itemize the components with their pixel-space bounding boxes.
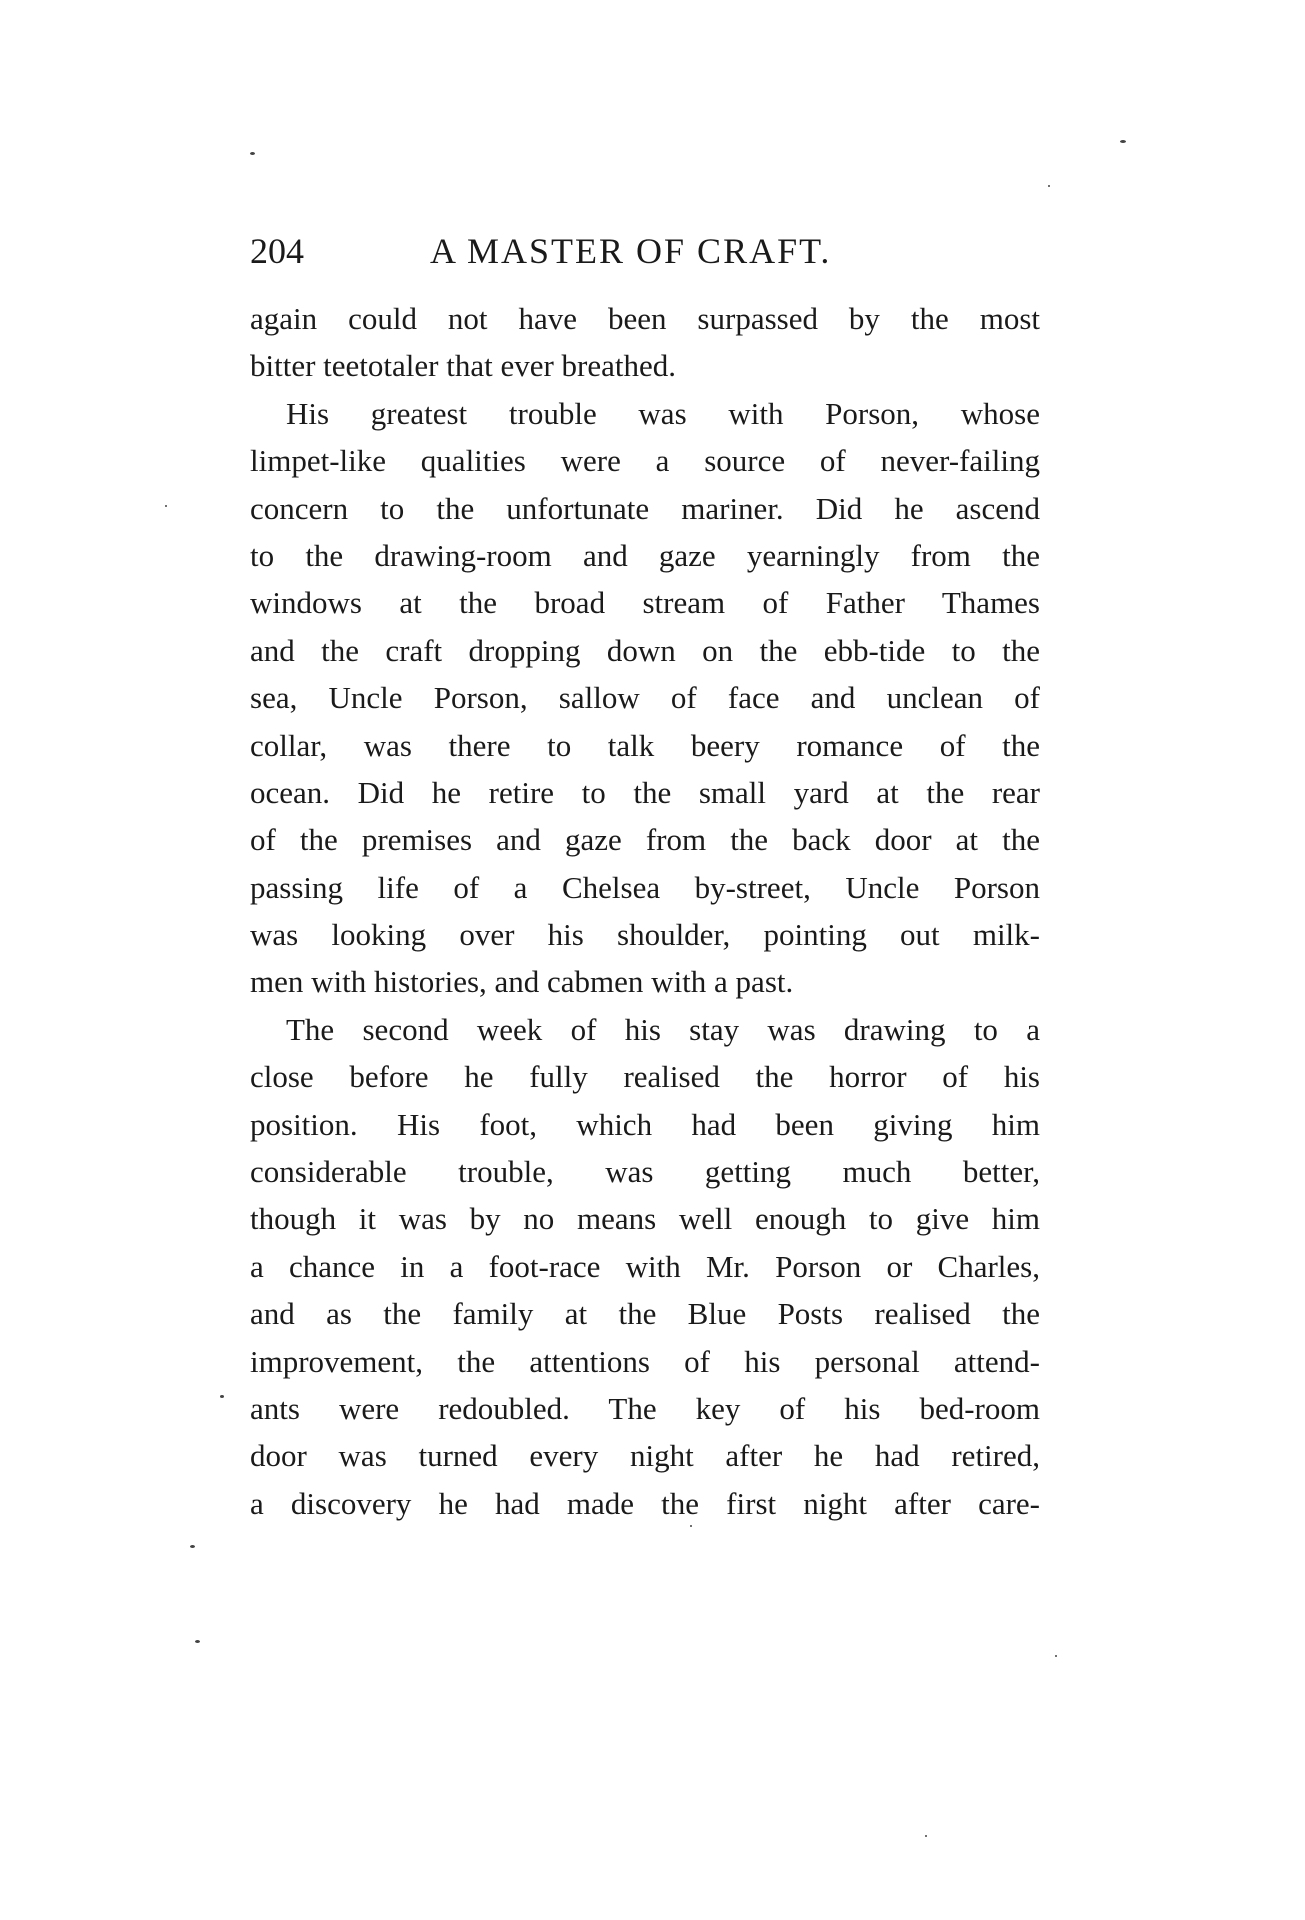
text-line: men with histories, and cabmen with a past. xyxy=(250,964,794,1000)
text-line: and as the family at the Blue Posts realised the xyxy=(250,1296,1040,1332)
running-title: A MASTER OF CRAFT. xyxy=(430,231,832,271)
running-head xyxy=(250,226,1040,276)
scan-speck xyxy=(1120,140,1126,143)
text-line: though it was by no means well enough to give him xyxy=(250,1201,1040,1237)
scan-speck xyxy=(1055,1655,1057,1657)
text-line: The second week of his stay was drawing to a xyxy=(286,1011,1040,1047)
scan-speck xyxy=(220,1395,224,1398)
text-line: position. His foot, which had been giving him xyxy=(250,1106,1040,1142)
text-line: considerable trouble, was getting much better, xyxy=(250,1154,1040,1190)
text-line: concern to the unfortunate mariner. Did he ascend xyxy=(250,490,1040,526)
text-line: windows at the broad stream of Father Thames xyxy=(250,585,1040,621)
text-line: a chance in a foot-race with Mr. Porson or Charles, xyxy=(250,1248,1040,1284)
text-line: was looking over his shoulder, pointing out milk- xyxy=(250,917,1040,953)
scan-speck xyxy=(190,1545,195,1548)
body-text xyxy=(250,295,1040,1527)
text-line: bitter teetotaler that ever breathed. xyxy=(250,348,677,384)
page-number: 204 xyxy=(250,231,304,271)
scan-speck xyxy=(690,1525,692,1527)
text-line: sea, Uncle Porson, sallow of face and unclean of xyxy=(250,680,1040,716)
text-line: door was turned every night after he had retired, xyxy=(250,1438,1040,1474)
text-line: limpet-like qualities were a source of never-failing xyxy=(250,443,1040,479)
text-line: again could not have been surpassed by the most xyxy=(250,301,1040,336)
scan-speck xyxy=(250,152,255,155)
text-line: a discovery he had made the first night after care- xyxy=(250,1485,1040,1521)
scan-speck xyxy=(195,1640,200,1643)
text-line: ants were redoubled. The key of his bed-room xyxy=(250,1390,1040,1426)
text-line: passing life of a Chelsea by-street, Uncle Porson xyxy=(250,869,1040,905)
text-line: improvement, the attentions of his personal attend- xyxy=(250,1343,1040,1379)
text-line: and the craft dropping down on the ebb-tide to the xyxy=(250,632,1040,668)
scan-speck xyxy=(1048,185,1050,187)
text-line: collar, was there to talk beery romance of the xyxy=(250,727,1040,763)
text-line: His greatest trouble was with Porson, whose xyxy=(286,395,1040,431)
scan-speck xyxy=(925,1835,927,1837)
text-line: close before he fully realised the horror of his xyxy=(250,1059,1040,1095)
text-line: of the premises and gaze from the back door at the xyxy=(250,822,1040,858)
text-line: ocean. Did he retire to the small yard at the rear xyxy=(250,774,1040,810)
text-line: to the drawing-room and gaze yearningly from the xyxy=(250,537,1040,573)
scan-speck xyxy=(165,505,167,507)
